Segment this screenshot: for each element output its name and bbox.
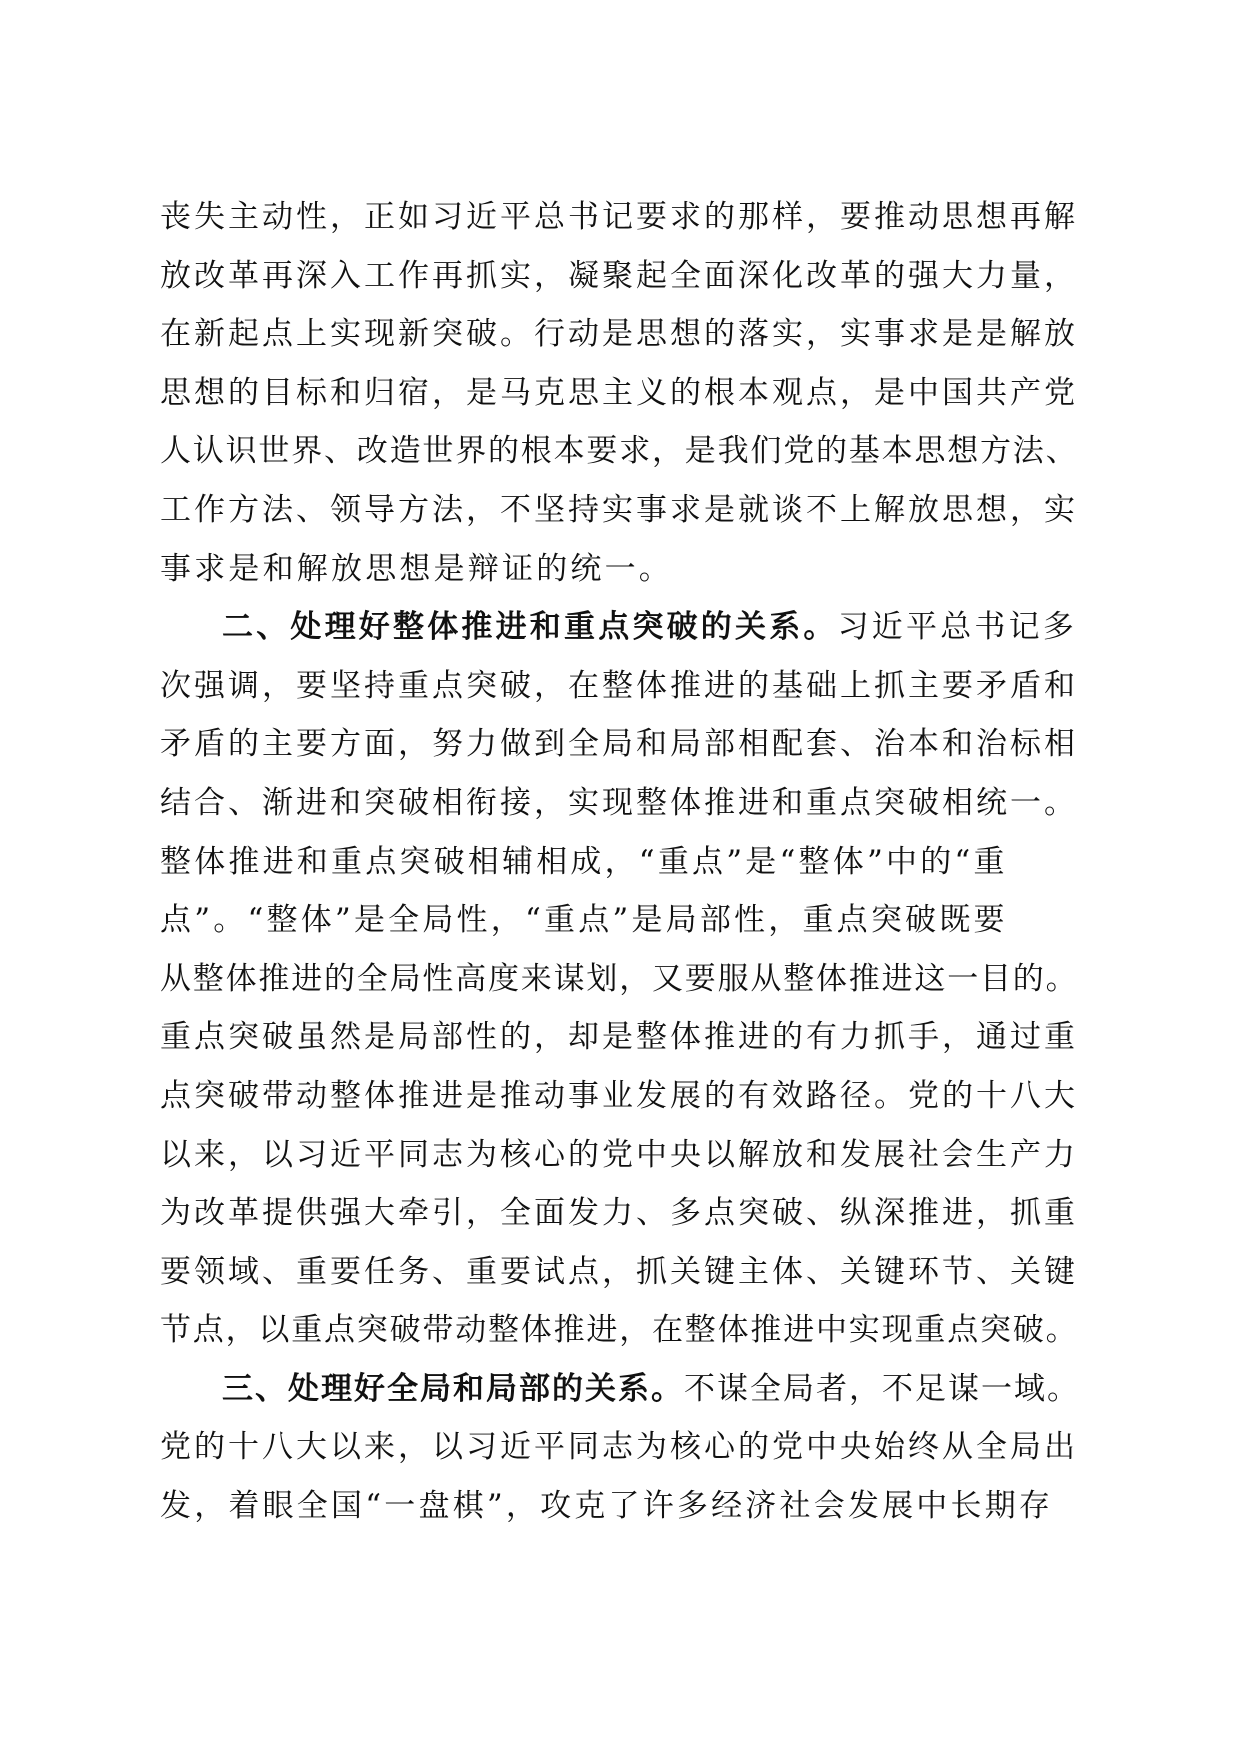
line-text: 从整体推进的全局性高度来谋划，又要服从整体推进这一目的。 bbox=[160, 960, 1079, 997]
line-text: 习近平总书记多 bbox=[837, 609, 1078, 646]
text-line bbox=[160, 364, 1078, 423]
text-line bbox=[160, 1126, 1078, 1185]
line-text: 点”。“整体”是全局性，“重点”是局部性，重点突破既要 bbox=[160, 902, 1008, 939]
text-line bbox=[160, 891, 1060, 950]
text-line bbox=[160, 1067, 1078, 1126]
section-heading: 三、处理好全局和局部的关系。 bbox=[222, 1370, 684, 1407]
line-text: 党的十八大以来，以习近平同志为核心的党中央始终从全局出 bbox=[160, 1429, 1078, 1466]
text-line bbox=[160, 1008, 1078, 1067]
text-line bbox=[160, 950, 1079, 1009]
line-text: 结合、渐进和突破相衔接，实现整体推进和重点突破相统一。 bbox=[160, 784, 1078, 821]
line-text: 以来，以习近平同志为核心的党中央以解放和发展社会生产力 bbox=[160, 1136, 1078, 1173]
line-text: 在新起点上实现新突破。行动是思想的落实，实事求是是解放 bbox=[160, 316, 1078, 353]
text-line bbox=[160, 715, 1078, 774]
line-text: 次强调，要坚持重点突破，在整体推进的基础上抓主要矛盾和 bbox=[160, 667, 1078, 704]
text-line bbox=[160, 657, 1078, 716]
line-text: 发，着眼全国“一盘棋”，攻克了许多经济社会发展中长期存 bbox=[160, 1488, 1054, 1525]
text-line bbox=[160, 422, 1079, 481]
text-line bbox=[160, 774, 1078, 833]
section-heading-line bbox=[160, 1360, 1080, 1419]
line-text: 人认识世界、改造世界的根本要求，是我们党的基本思想方法、 bbox=[160, 433, 1079, 470]
text-line bbox=[160, 1477, 1060, 1536]
text-line bbox=[160, 481, 1078, 540]
line-text: 要领域、重要任务、重要试点，抓关键主体、关键环节、关键 bbox=[160, 1253, 1078, 1290]
line-text: 思想的目标和归宿，是马克思主义的根本观点，是中国共产党 bbox=[160, 374, 1078, 411]
text-line bbox=[160, 247, 1078, 306]
text-line bbox=[160, 1243, 1078, 1302]
line-text: 节点，以重点突破带动整体推进，在整体推进中实现重点突破。 bbox=[160, 1312, 1079, 1349]
text-line bbox=[160, 1301, 1079, 1360]
text-line bbox=[160, 540, 1060, 599]
text-line bbox=[160, 833, 1060, 892]
line-text: 丧失主动性，正如习近平总书记要求的那样，要推动思想再解 bbox=[160, 199, 1078, 235]
text-line bbox=[160, 305, 1078, 364]
line-text: 工作方法、领导方法，不坚持实事求是就谈不上解放思想，实 bbox=[160, 491, 1078, 528]
line-text: 矛盾的主要方面，努力做到全局和局部相配套、治本和治标相 bbox=[160, 726, 1078, 763]
line-text: 不谋全局者，不足谋一域。 bbox=[684, 1370, 1080, 1407]
line-text: 重点突破虽然是局部性的，却是整体推进的有力抓手，通过重 bbox=[160, 1019, 1078, 1056]
line-text: 为改革提供强大牵引，全面发力、多点突破、纵深推进，抓重 bbox=[160, 1195, 1078, 1232]
section-heading-line bbox=[160, 598, 1078, 657]
line-text: 事求是和解放思想是辩证的统一。 bbox=[160, 550, 673, 587]
document-body bbox=[160, 188, 1080, 1536]
line-text: 点突破带动整体推进是推动事业发展的有效路径。党的十八大 bbox=[160, 1077, 1078, 1114]
line-text: 放改革再深入工作再抓实，凝聚起全面深化改革的强大力量， bbox=[160, 257, 1078, 294]
line-text: 整体推进和重点突破相辅相成，“重点”是“整体”中的“重 bbox=[160, 843, 1008, 880]
text-line bbox=[160, 188, 1078, 247]
section-heading: 二、处理好整体推进和重点突破的关系。 bbox=[222, 609, 838, 646]
text-line bbox=[160, 1184, 1078, 1243]
text-line bbox=[160, 1418, 1078, 1477]
